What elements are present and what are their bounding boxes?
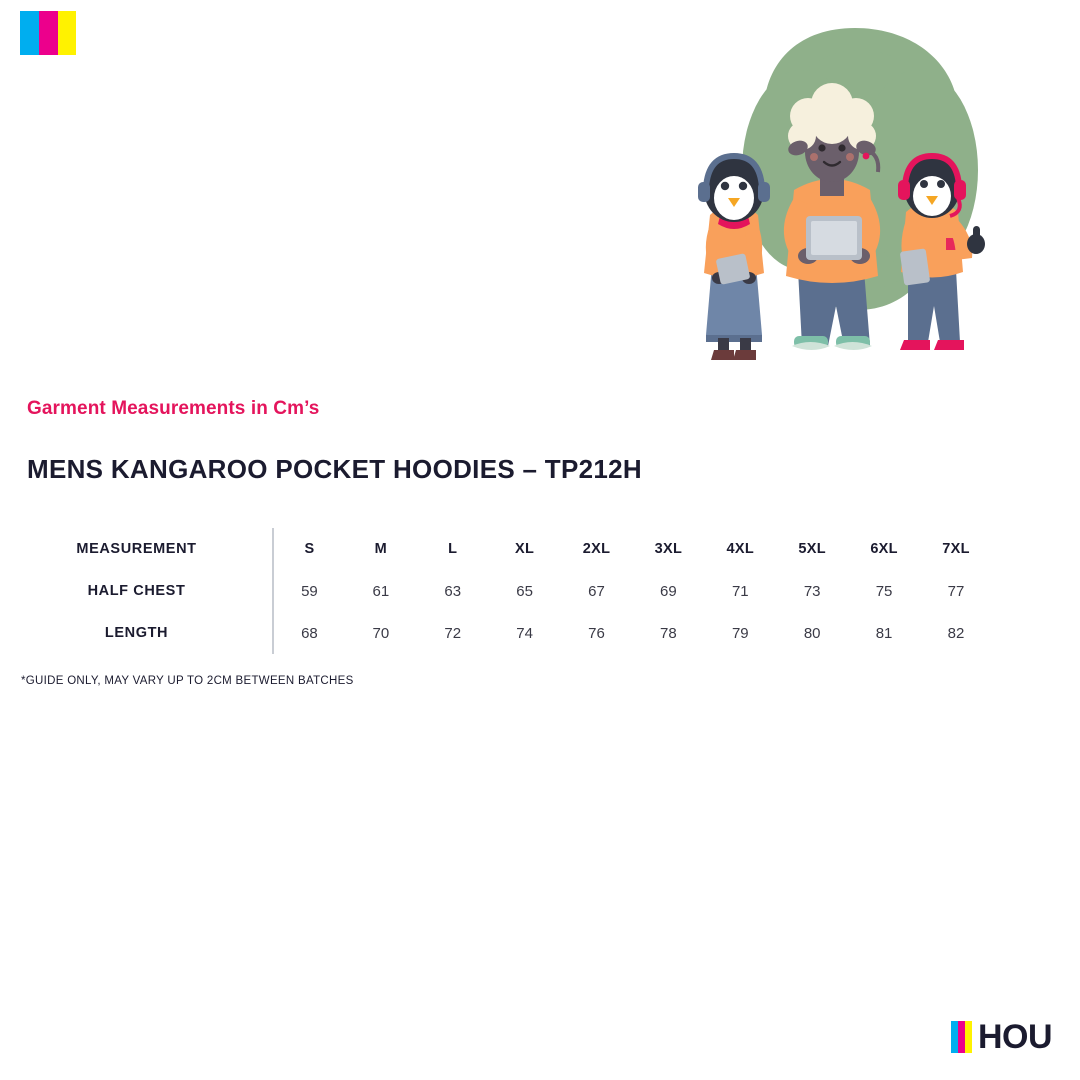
footnote-text: *GUIDE ONLY, MAY VARY UP TO 2CM BETWEEN BATCHES [21,675,354,687]
size-header-7xl: 7XL [942,541,970,557]
heading-block [27,398,1047,484]
table-row [27,570,992,612]
magenta-bar [39,11,57,55]
half-chest-l: 63 [444,582,462,600]
length-xl: 74 [516,624,533,642]
length-5xl: 80 [803,624,821,642]
size-table-wrapper [27,528,1027,654]
penguin-left [698,156,770,360]
half-chest-3xl: 69 [660,582,677,600]
length-7xl: 82 [947,624,965,642]
brand-logo [951,1020,1052,1054]
brand-cyan-bar [951,1021,958,1053]
size-header-l: L [448,541,458,557]
half-chest-2xl: 67 [588,582,605,600]
length-2xl: 76 [588,624,605,642]
cmyk-logo-mark [20,11,76,55]
row-label-half-chest: HALF CHEST [87,583,186,599]
measurement-units-subtitle: Garment Measurements in Cm’s [27,398,320,419]
brand-colour-bars [951,1021,972,1053]
row-label-length: LENGTH [104,625,169,641]
half-chest-7xl: 77 [947,582,965,600]
size-header-m: M [374,541,388,557]
half-chest-4xl: 71 [731,582,749,600]
size-header-5xl: 5XL [798,541,826,557]
page-title: MENS KANGAROO POCKET HOODIES – TP212H [27,454,642,484]
size-header-3xl: 3XL [654,541,683,557]
half-chest-5xl: 73 [803,582,821,600]
size-header-4xl: 4XL [726,541,755,557]
size-header-6xl: 6XL [870,541,898,557]
length-6xl: 81 [875,624,893,642]
half-chest-6xl: 75 [875,582,893,600]
half-chest-m: 61 [372,582,390,600]
size-header-xl: XL [515,541,535,557]
size-chart-table [27,528,992,654]
length-s: 68 [273,612,345,654]
brand-wordmark: HOU [977,1018,1052,1056]
sheep-center [784,83,880,350]
size-header-s: S [273,528,345,570]
length-4xl: 79 [731,624,749,642]
size-header-2xl: 2XL [582,541,611,557]
length-3xl: 78 [660,624,677,642]
cyan-bar [20,11,39,55]
half-chest-xl: 65 [516,582,533,600]
table-row [27,612,992,654]
yellow-bar [58,11,76,55]
length-m: 70 [372,624,390,642]
table-header-row [27,528,992,570]
length-l: 72 [444,624,462,642]
brand-magenta-bar [958,1021,965,1053]
sheep-and-penguins-illustration [690,20,1030,365]
half-chest-s: 59 [273,570,345,612]
brand-yellow-bar [965,1021,972,1053]
measurement-header: MEASUREMENT [76,541,197,557]
